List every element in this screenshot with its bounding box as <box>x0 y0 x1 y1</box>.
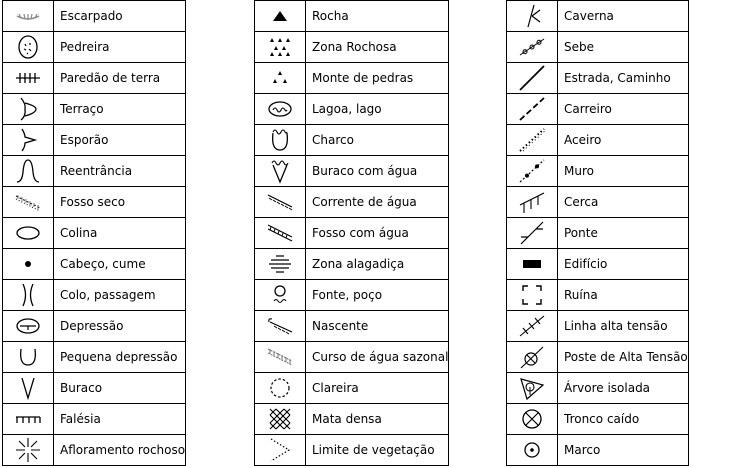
legend-row <box>3 187 186 218</box>
legend-label: Charco <box>306 125 449 156</box>
legend-label: Nascente <box>306 311 449 342</box>
ruin-icon <box>520 283 544 307</box>
dry-ditch-icon <box>13 192 43 212</box>
legend-row <box>3 156 186 187</box>
legend-label: Limite de vegetação <box>306 435 449 466</box>
legend-row <box>255 156 449 187</box>
legend-label: Fosso com água <box>306 218 449 249</box>
cliff-icon <box>14 412 42 426</box>
legend-row <box>3 342 186 373</box>
earth-wall-icon <box>14 70 42 86</box>
legend-label: Esporão <box>54 125 186 156</box>
power-line-icon <box>517 314 547 338</box>
legend-row <box>3 435 186 466</box>
pit-icon <box>18 375 38 401</box>
legend-label: Lagoa, lago <box>306 94 449 125</box>
legend-row <box>507 218 689 249</box>
legend-label: Falésia <box>54 404 186 435</box>
legend-label: Clareira <box>306 373 449 404</box>
spur-icon <box>16 127 40 153</box>
legend-row <box>255 404 449 435</box>
stream-icon <box>265 192 295 212</box>
isolated-tree-icon <box>517 375 547 401</box>
legend-row <box>507 249 689 280</box>
legend-label: Cerca <box>558 187 689 218</box>
legend-label: Zona alagadiça <box>306 249 449 280</box>
depression-icon <box>14 316 42 336</box>
legend-label: Linha alta tensão <box>558 311 689 342</box>
knoll-icon <box>22 258 34 270</box>
legend-label: Carreiro <box>558 94 689 125</box>
marker-icon <box>521 439 543 461</box>
legend-label: Ponte <box>558 218 689 249</box>
legend-row <box>507 342 689 373</box>
hill-icon <box>14 225 42 241</box>
legend-label: Edifício <box>558 249 689 280</box>
legend-row <box>507 63 689 94</box>
legend-row <box>3 404 186 435</box>
legend-row <box>507 32 689 63</box>
legend-row <box>507 435 689 466</box>
wall-icon <box>517 158 547 184</box>
building-icon <box>520 257 544 271</box>
small-depression-icon <box>16 345 40 369</box>
legend-label: Sebe <box>558 32 689 63</box>
legend-label: Reentrância <box>54 156 186 187</box>
legend-label: Poste de Alta Tensão <box>558 342 689 373</box>
legend-label: Mata densa <box>306 404 449 435</box>
legend-label: Escarpado <box>54 1 186 32</box>
ditch-with-water-icon <box>265 222 295 244</box>
legend-label: Depressão <box>54 311 186 342</box>
legend-column-3 <box>506 0 689 466</box>
rock-icon <box>271 9 289 23</box>
legend-row <box>507 187 689 218</box>
legend-label: Corrente de água <box>306 187 449 218</box>
legend-row <box>507 311 689 342</box>
legend-row <box>255 373 449 404</box>
well-icon <box>270 283 290 307</box>
legend-label: Caverna <box>558 1 689 32</box>
legend-label: Estrada, Caminho <box>558 63 689 94</box>
legend-row <box>3 32 186 63</box>
legend-row <box>255 32 449 63</box>
legend-label: Curso de água sazonal <box>306 342 449 373</box>
legend-label: Pedreira <box>54 32 186 63</box>
legend-label: Rocha <box>306 1 449 32</box>
terrace-icon <box>16 96 40 122</box>
legend-label: Monte de pedras <box>306 63 449 94</box>
clearing-icon <box>268 376 292 400</box>
legend-row <box>255 280 449 311</box>
legend-column-1 <box>2 0 186 466</box>
hedge-icon <box>517 36 547 58</box>
legend-label: Buraco com água <box>306 156 449 187</box>
legend-label: Paredão de terra <box>54 63 186 94</box>
water-hole-icon <box>269 158 291 184</box>
legend-row <box>255 1 449 32</box>
road-icon <box>517 64 547 92</box>
rocky-area-icon <box>267 36 293 58</box>
legend-label: Cabeço, cume <box>54 249 186 280</box>
legend-row <box>255 311 449 342</box>
legend-row <box>507 1 689 32</box>
legend-label: Marco <box>558 435 689 466</box>
rock-outcrop-icon <box>14 436 42 464</box>
legend-row <box>3 94 186 125</box>
legend-row <box>255 342 449 373</box>
legend-row <box>507 94 689 125</box>
legend-label: Árvore isolada <box>558 373 689 404</box>
seasonal-stream-icon <box>265 346 295 368</box>
legend-label: Colo, passagem <box>54 280 186 311</box>
legend-row <box>3 218 186 249</box>
fence-icon <box>517 189 547 215</box>
quarry-icon <box>16 34 40 60</box>
spring-icon <box>265 316 295 336</box>
legend-row <box>255 435 449 466</box>
legend-row <box>3 249 186 280</box>
legend-row <box>507 404 689 435</box>
legend-row <box>255 63 449 94</box>
legend-label: Fosso seco <box>54 187 186 218</box>
legend-label: Terraço <box>54 94 186 125</box>
legend-label: Aceiro <box>558 125 689 156</box>
legend-label: Muro <box>558 156 689 187</box>
legend-row <box>3 125 186 156</box>
legend-label: Buraco <box>54 373 186 404</box>
firebreak-icon <box>517 127 547 153</box>
saddle-icon <box>18 282 38 308</box>
legend-row <box>507 125 689 156</box>
fallen-trunk-icon <box>520 407 544 431</box>
legend-row <box>507 280 689 311</box>
legend-row <box>3 311 186 342</box>
footpath-icon <box>517 96 547 122</box>
legend-row <box>3 1 186 32</box>
legend-label: Tronco caído <box>558 404 689 435</box>
legend-row <box>255 94 449 125</box>
legend-label: Zona Rochosa <box>306 32 449 63</box>
legend-row <box>507 156 689 187</box>
lake-icon <box>266 100 294 118</box>
power-pole-icon <box>518 344 546 370</box>
legend-row <box>255 218 449 249</box>
legend-row <box>3 373 186 404</box>
marsh-icon <box>266 253 294 275</box>
reentrant-icon <box>14 158 42 184</box>
legend-label: Pequena depressão <box>54 342 186 373</box>
pond-icon <box>268 127 292 153</box>
legend-row <box>507 373 689 404</box>
dense-forest-icon <box>267 406 293 432</box>
legend-label: Afloramento rochoso <box>54 435 186 466</box>
escarpment-icon <box>14 9 42 23</box>
legend-column-2 <box>254 0 449 466</box>
legend-label: Fonte, poço <box>306 280 449 311</box>
legend-label: Colina <box>54 218 186 249</box>
legend-row <box>255 187 449 218</box>
legend-row <box>255 125 449 156</box>
legend-row <box>3 280 186 311</box>
legend-row <box>255 249 449 280</box>
vegetation-boundary-icon <box>267 436 293 464</box>
legend-row <box>3 63 186 94</box>
legend-label: Ruína <box>558 280 689 311</box>
bridge-icon <box>517 220 547 246</box>
stony-ground-icon <box>270 69 290 87</box>
cave-icon <box>519 3 545 29</box>
